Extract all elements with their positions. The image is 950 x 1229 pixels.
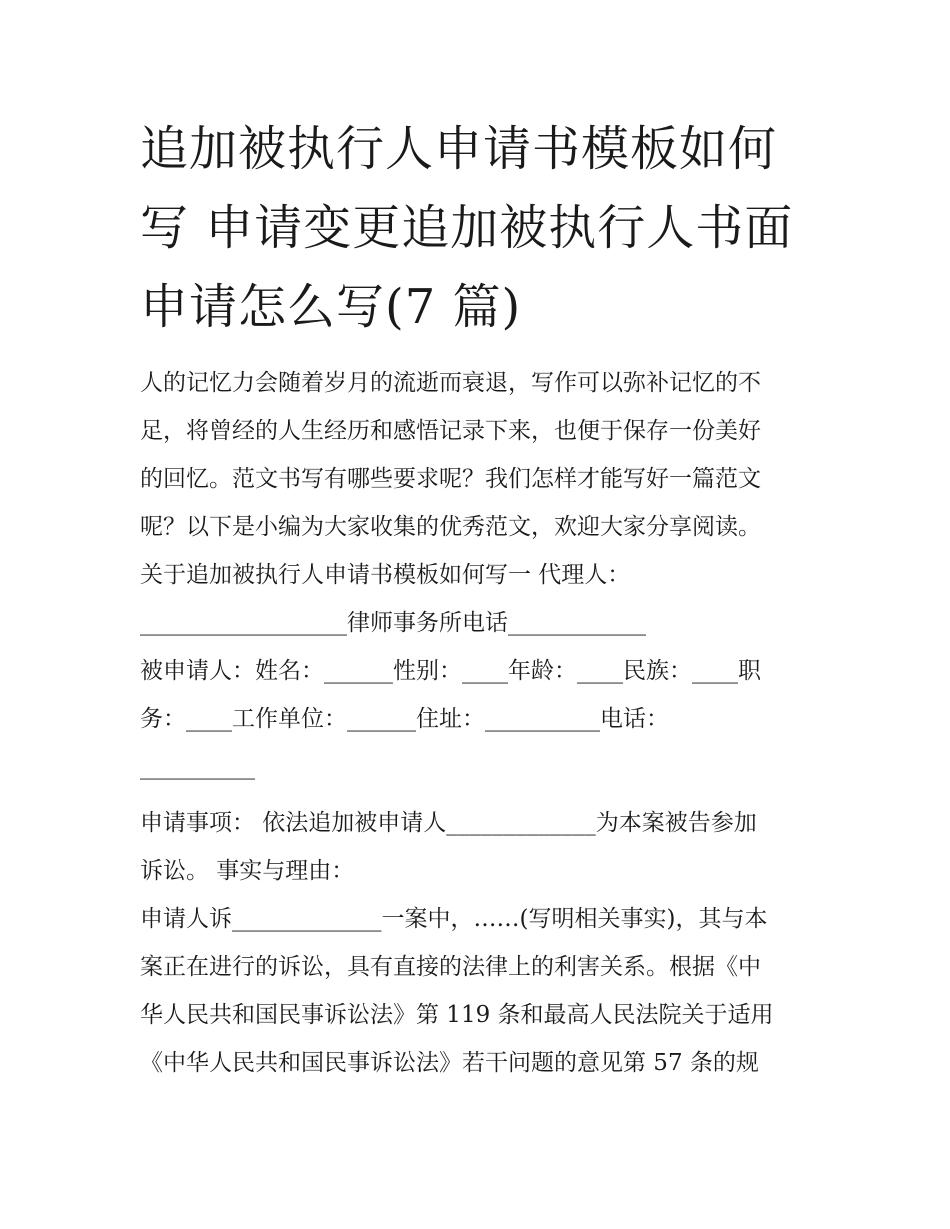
facts-line: 《中华人民共和国民事诉讼法》若干问题的意见第 57 条的规 bbox=[140, 1050, 759, 1076]
title-line: 写 申请变更追加被执行人书面 bbox=[140, 200, 794, 256]
facts-line: 华人民共和国民事诉讼法》第 119 条和最高人民法院关于适用 bbox=[140, 1002, 774, 1028]
request-line: 诉讼。 事实与理由： bbox=[140, 858, 355, 884]
request-line: 申请事项： 依法追加被申请人_____________为本案被告参加 bbox=[140, 810, 757, 836]
body-line: 人的记忆力会随着岁月的流逝而衰退，写作可以弥补记忆的不 bbox=[140, 370, 761, 396]
facts-line: 申请人诉_____________一案中，……(写明相关事实)，其与本 bbox=[140, 906, 768, 932]
respondent-line: 被申请人：姓名：______性别：____年龄：____民族：____职 bbox=[140, 658, 761, 684]
respondent-line: 务：____工作单位：______住址：__________电话： bbox=[140, 706, 669, 732]
phone-blank-line: __________ bbox=[140, 754, 255, 780]
body-line: 足，将曾经的人生经历和感悟记录下来，也便于保存一份美好 bbox=[140, 418, 761, 444]
title-line: 追加被执行人申请书模板如何 bbox=[140, 121, 778, 177]
document-body bbox=[140, 359, 812, 1087]
document-page bbox=[140, 110, 812, 1087]
agent-line: __________________律师事务所电话____________ bbox=[140, 610, 646, 636]
document-title bbox=[140, 110, 812, 347]
title-line: 申请怎么写(7 篇) bbox=[140, 279, 522, 335]
facts-line: 案正在进行的诉讼，具有直接的法律上的利害关系。根据《中 bbox=[140, 954, 761, 980]
section-heading: 关于追加被执行人申请书模板如何写一 代理人： bbox=[140, 562, 631, 588]
body-line: 的回忆。范文书写有哪些要求呢？我们怎样才能写好一篇范文 bbox=[140, 466, 761, 492]
body-line: 呢？以下是小编为大家收集的优秀范文，欢迎大家分享阅读。 bbox=[140, 514, 761, 540]
